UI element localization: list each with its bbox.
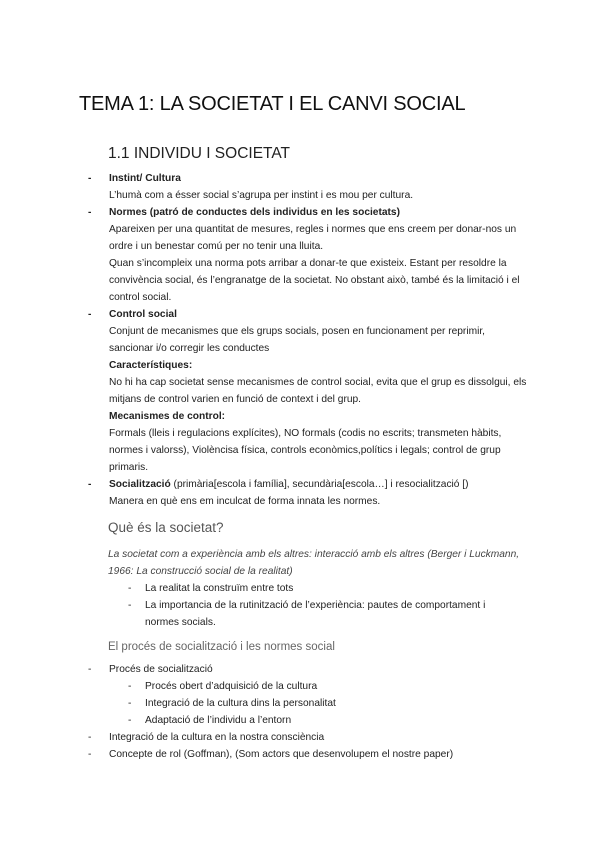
- list-item: [88, 729, 538, 746]
- document-title: TEMA 1: LA SOCIETAT I EL CANVI SOCIAL: [79, 93, 466, 115]
- intro-line: 1966: La construcció social de la realitat): [108, 566, 293, 577]
- text-line: Apareixen per una quantitat de mesures, regles i normes que ens creem per donar-nos un: [109, 224, 517, 235]
- list-item: [88, 661, 538, 678]
- bullet-dash: -: [88, 749, 92, 760]
- section-heading-societat: Què és la societat?: [108, 520, 224, 535]
- text-line: normes i valorss), Violèncisa física, controls econòmics,polítics i legals; control de grup: [109, 445, 501, 456]
- section-heading-socialitzacio: El procés de socialització i les normes social: [108, 641, 335, 653]
- text-line: sancionar i/o corregir les conductes: [109, 343, 270, 354]
- bullet-dash: -: [88, 173, 92, 184]
- item-label-detail: (primària[escola i família], secundària[escola…] i resocialització [): [170, 479, 469, 490]
- bullet-dash: -: [128, 698, 132, 709]
- bullet-dash: -: [88, 207, 92, 218]
- text-line: Integració de la cultura dins la personalitat: [145, 698, 336, 709]
- list-item-socialitzacio: [88, 476, 538, 510]
- section-societat-body: [108, 546, 538, 631]
- item-label: Normes (patró de conductes dels individus en les societats): [109, 207, 400, 218]
- text-line: mitjans de control varien en funció de context i del grup.: [109, 394, 362, 405]
- text-line: convivència social, és l’engranatge de la societat. No obstant això, també és la limitació i el: [109, 275, 520, 286]
- bullet-dash: -: [128, 715, 132, 726]
- subheading-caracteristiques: Característiques:: [109, 360, 193, 371]
- text-line: Integració de la cultura en la nostra consciència: [109, 732, 325, 743]
- section-individu-body: [88, 170, 538, 510]
- intro-line: La societat com a experiència amb els altres: interacció amb els altres (Berger i Luckmann,: [108, 549, 520, 560]
- list-item: [88, 746, 538, 763]
- list-item-control-social: [88, 306, 538, 476]
- sub-list-item: [88, 678, 538, 695]
- bullet-dash: -: [88, 732, 92, 743]
- item-label: Control social: [109, 309, 177, 320]
- list-item: [108, 580, 538, 597]
- subheading-mecanismes: Mecanismes de control:: [109, 411, 226, 422]
- text-line: normes socials.: [145, 617, 216, 628]
- item-label-line: [109, 476, 538, 493]
- bullet-dash: -: [128, 583, 132, 594]
- list-item: [108, 597, 538, 631]
- bullet-dash: -: [88, 664, 92, 675]
- text-line: No hi ha cap societat sense mecanismes de control social, evita que el grup es dissolgui, els: [109, 377, 527, 388]
- text-line: Conjunt de mecanismes que els grups socials, posen en funcionament per reprimir,: [109, 326, 486, 337]
- bullet-dash: -: [88, 479, 92, 490]
- item-label: Socialització: [109, 479, 171, 490]
- bullet-dash: -: [128, 600, 132, 611]
- text-line: La importancia de la rutinització de l’experiència: pautes de comportament i: [145, 600, 486, 611]
- section-socialitzacio-body: [88, 661, 538, 763]
- text-line: Procés de socialització: [109, 664, 213, 675]
- text-line: La realitat la construïm entre tots: [145, 583, 294, 594]
- text-line: Quan s’incompleix una norma pots arribar a donar-te que existeix. Estant per resoldre la: [109, 258, 507, 269]
- section-heading-individu: 1.1 INDIVIDU I SOCIETAT: [108, 145, 291, 162]
- text-line: Procés obert d’adquisició de la cultura: [145, 681, 318, 692]
- text-line: primaris.: [109, 462, 149, 473]
- text-line: Concepte de rol (Goffman), (Som actors que desenvolupem el nostre paper): [109, 749, 454, 760]
- list-item-instint: [88, 170, 538, 204]
- item-label: Instint/ Cultura: [109, 173, 181, 184]
- text-line: ordre i un benestar comú per no tenir una lluita.: [109, 241, 324, 252]
- text-line: Formals (lleis i regulacions explícites), NO formals (codis no escrits; transmeten hàbits,: [109, 428, 502, 439]
- bullet-dash: -: [128, 681, 132, 692]
- sub-list-item: [88, 695, 538, 712]
- text-line: Manera en què ens em inculcat de forma innata les normes.: [109, 496, 381, 507]
- bullet-dash: -: [88, 309, 92, 320]
- text-line: control social.: [109, 292, 172, 303]
- list-item-normes: [88, 204, 538, 306]
- text-line: Adaptació de l’individu a l’entorn: [145, 715, 292, 726]
- text-line: L’humà com a ésser social s’agrupa per instint i es mou per cultura.: [109, 190, 414, 201]
- sub-list-item: [88, 712, 538, 729]
